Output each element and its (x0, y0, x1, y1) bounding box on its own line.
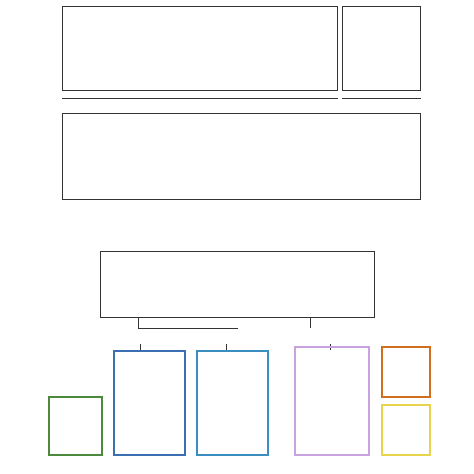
t4-outside-box (48, 396, 103, 456)
conn-t3 (310, 318, 311, 328)
t5-right-box (381, 346, 431, 398)
pen-a-box (62, 6, 338, 91)
t6-right-box (381, 404, 431, 456)
pen-b-line (342, 98, 421, 99)
pen-a-line (62, 98, 338, 99)
room2-box (196, 350, 269, 456)
room3-box (294, 346, 370, 456)
combined-pen-box (62, 113, 421, 200)
conn-t2 (138, 318, 139, 328)
room1-box (113, 350, 186, 456)
pen-b-box (342, 6, 421, 91)
conn-split (138, 328, 238, 329)
panel-b-top-box (100, 251, 375, 318)
